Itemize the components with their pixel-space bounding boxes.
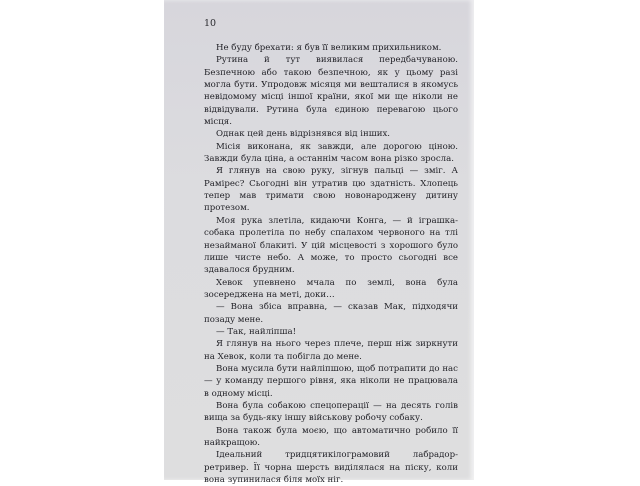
paragraph: — Вона збіса вправна, — сказав Мак, підходячи позаду мене. (204, 302, 458, 325)
paragraph: Рутина й тут виявилася передбачуваною. Безпечною або такою безпечною, як у цьому разі могла бути. Упродовж місяця ми вешталися в якомусь невідомому місці іншої країни, якої ми ще ніколи не відвідували. Рутина була єдиною перевагою цього місця. (204, 55, 458, 128)
paragraph: Вона також була моєю, що автоматично робило її найкращою. (204, 425, 458, 448)
page-number: 10 (204, 18, 217, 29)
book-page (164, 0, 474, 486)
paragraph: Місія виконана, як завжди, але дорогою ціною. Завжди була ціна, а останнім часом вона різко зросла. (204, 141, 458, 165)
paragraph: Я глянув на свою руку, зігнув пальці — зміг. А Рамірес? Сьогодні він утратив цю здатність. Хлопець тепер мав тримати свою новонароджену дитину протезом. (204, 166, 458, 214)
paragraph: Ідеальний тридцятикілограмовий лабрадор-ретривер. Її чорна шерсть виділялася на піску, коли вона зупинилася біля моїх ніг. (204, 450, 458, 486)
page-text (204, 42, 458, 486)
paragraph: Вона була собакою спецоперації — на десять голів вища за будь-яку іншу військову робочу собаку. (204, 400, 458, 424)
paragraph: Хевок упевнено мчала по землі, вона була зосереджена на меті, доки… (204, 277, 458, 300)
paragraph: Однак цей день відрізнявся від інших. (216, 129, 391, 140)
paragraph: Не буду брехати: я був її великим прихильником. (216, 43, 442, 53)
paragraph: Вона мусила бути найліпшою, щоб потрапити до нас — у команду першого рівня, яка ніколи не працювала в одному місці. (204, 363, 458, 399)
paragraph: — Так, найліпша! (216, 326, 297, 337)
paragraph: Моя рука злетіла, кидаючи Конга, — й іграшка-собака пролетіла по небу спалахом червоного на тлі незайманої блакиті. У цій місцевості з хорошого було лише чисте небо. А може, то просто сьогодні все здавалося брудним. (204, 215, 458, 276)
paragraph: Я глянув на нього через плече, перш ніж зиркнути на Хевок, коли та побігла до мене. (204, 339, 458, 362)
